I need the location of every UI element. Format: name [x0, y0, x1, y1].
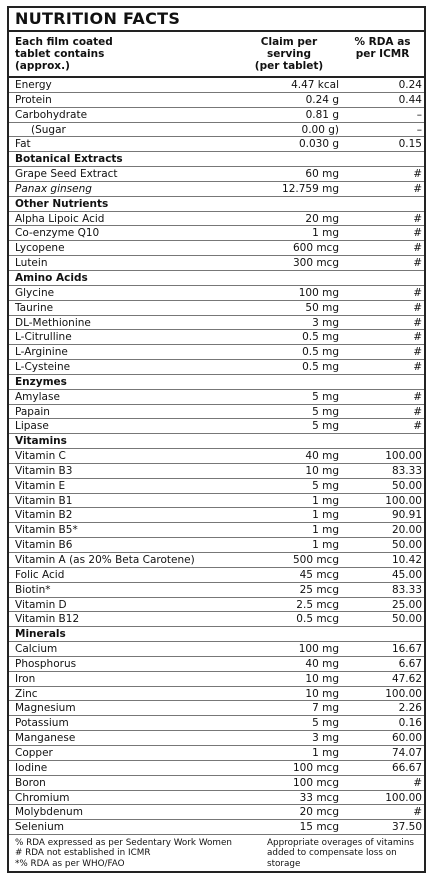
footnotes — [9, 835, 424, 869]
nutrient-claim: 3 mg — [312, 316, 339, 329]
nutrient-claim: 1 mg — [312, 746, 339, 759]
nutrient-name: Vitamin E — [15, 479, 66, 492]
nutrient-name: Alpha Lipoic Acid — [15, 212, 105, 225]
nutrient-row — [9, 746, 424, 761]
nutrient-rda: # — [413, 286, 422, 299]
nutrient-claim: 5 mg — [312, 717, 339, 730]
nutrient-rda: # — [413, 390, 422, 403]
nutrient-row — [9, 568, 424, 583]
nutrient-claim: 5 mg — [312, 405, 339, 418]
nutrient-rda: # — [413, 806, 422, 819]
nutrient-claim: 1 mg — [312, 539, 339, 552]
nutrient-row — [9, 612, 424, 627]
nutrient-claim: 600 mcg — [292, 242, 339, 255]
nutrient-rda: 100.00 — [385, 791, 422, 804]
nutrient-row — [9, 791, 424, 806]
nutrient-row — [9, 78, 424, 93]
footnote-right: Appropriate overages of vitamins added to compensate loss on storage — [267, 838, 415, 869]
nutrient-name: Vitamin C — [15, 450, 66, 463]
nutrient-rda: 100.00 — [385, 450, 422, 463]
nutrient-row — [9, 108, 424, 123]
nutrient-row — [9, 553, 424, 568]
nutrient-rda: 45.00 — [391, 568, 422, 581]
nutrient-claim: 25 mcg — [299, 583, 339, 596]
nutrient-claim: 3 mg — [312, 732, 339, 745]
nutrient-row — [9, 390, 424, 405]
nutrient-row — [9, 523, 424, 538]
nutrient-row — [9, 330, 424, 345]
header-rda: % RDA as per ICMR — [354, 36, 411, 60]
nutrient-claim: 1 mg — [312, 227, 339, 240]
nutrient-rda: 100.00 — [385, 494, 422, 507]
nutrient-name: Selenium — [15, 821, 64, 834]
section-title: Other Nutrients — [15, 197, 109, 210]
nutrient-name: Iron — [15, 672, 36, 685]
nutrient-rda: # — [413, 316, 422, 329]
nutrient-row — [9, 805, 424, 820]
table-header — [9, 32, 424, 78]
nutrient-rda: 0.44 — [398, 93, 422, 106]
nutrient-name: Energy — [15, 79, 52, 91]
section-header-row — [9, 271, 424, 286]
nutrient-row — [9, 508, 424, 523]
nutrient-row — [9, 716, 424, 731]
section-title: Botanical Extracts — [15, 153, 123, 166]
nutrient-claim: 5 mg — [312, 420, 339, 433]
nutrient-rda: # — [413, 361, 422, 374]
nutrient-name: Amylase — [15, 390, 60, 403]
nutrient-rda: # — [413, 168, 422, 181]
nutrient-row — [9, 642, 424, 657]
section-title: Vitamins — [15, 435, 67, 448]
nutrient-rda: 37.50 — [391, 821, 422, 834]
nutrient-row — [9, 405, 424, 420]
nutrient-name: Vitamin D — [15, 598, 67, 611]
nutrient-claim: 50 mg — [305, 301, 339, 314]
nutrient-name: Lycopene — [15, 242, 65, 255]
nutrient-name: Calcium — [15, 643, 58, 656]
nutrient-name: Fat — [15, 138, 31, 151]
nutrient-name: Vitamin B6 — [15, 539, 73, 552]
nutrient-claim: 4.47 kcal — [291, 79, 339, 91]
nutrient-name: Carbohydrate — [15, 108, 88, 121]
nutrient-name: Vitamin B12 — [15, 613, 80, 626]
nutrient-row — [9, 345, 424, 360]
nutrient-rda: 83.33 — [391, 583, 422, 596]
nutrient-rda: # — [413, 301, 422, 314]
nutrient-row — [9, 820, 424, 835]
nutrient-row — [9, 761, 424, 776]
nutrient-rda: # — [413, 242, 422, 255]
nutrient-name: Co-enzyme Q10 — [15, 227, 100, 240]
nutrient-rda: – — [416, 108, 422, 121]
nutrient-claim: 100 mcg — [292, 761, 339, 774]
nutrient-claim: 100 mg — [298, 286, 339, 299]
nutrient-name: Vitamin B2 — [15, 509, 73, 522]
nutrient-table — [9, 78, 424, 835]
nutrient-rda: # — [413, 182, 422, 195]
nutrient-row — [9, 701, 424, 716]
nutrient-name: Biotin* — [15, 583, 51, 596]
nutrient-rda: # — [413, 331, 422, 344]
nutrient-rda: 47.62 — [391, 672, 422, 685]
nutrient-claim: 10 mg — [305, 672, 339, 685]
nutrient-name: Taurine — [15, 301, 54, 314]
nutrient-rda: 60.00 — [391, 732, 422, 745]
nutrient-rda: 0.15 — [398, 138, 422, 151]
nutrient-rda: 74.07 — [391, 746, 422, 759]
nutrient-claim: 5 mg — [312, 390, 339, 403]
nutrient-claim: 20 mg — [305, 212, 339, 225]
nutrient-row — [9, 598, 424, 613]
nutrient-row — [9, 360, 424, 375]
nutrient-row — [9, 182, 424, 197]
nutrition-facts-panel — [7, 6, 426, 873]
nutrient-name: Boron — [15, 776, 46, 789]
nutrient-name: Vitamin A (as 20% Beta Carotene) — [15, 554, 195, 566]
nutrient-name: DL-Methionine — [15, 316, 91, 329]
nutrient-rda: 20.00 — [391, 524, 422, 537]
nutrient-claim: 1 mg — [312, 494, 339, 507]
nutrient-name: L-Cysteine — [15, 361, 71, 374]
nutrient-row — [9, 316, 424, 331]
nutrient-claim: 60 mg — [305, 168, 339, 181]
nutrient-name: Vitamin B3 — [15, 464, 73, 477]
nutrient-claim: 2.5 mcg — [296, 598, 339, 611]
nutrient-name: Grape Seed Extract — [15, 168, 118, 181]
nutrient-rda: 16.67 — [391, 643, 422, 656]
nutrient-rda: 66.67 — [391, 761, 422, 774]
nutrient-rda: 6.67 — [398, 657, 422, 670]
panel-title: NUTRITION FACTS — [9, 8, 424, 32]
nutrient-row — [9, 286, 424, 301]
nutrient-row — [9, 731, 424, 746]
nutrient-name: L-Arginine — [15, 346, 68, 359]
section-title: Amino Acids — [15, 271, 88, 284]
nutrient-row — [9, 123, 424, 138]
nutrient-row — [9, 256, 424, 271]
section-header-row — [9, 434, 424, 449]
nutrient-name: Panax ginseng — [15, 182, 92, 195]
nutrient-claim: 1 mg — [312, 509, 339, 522]
nutrient-rda: 50.00 — [391, 479, 422, 492]
nutrient-rda: # — [413, 776, 422, 789]
nutrient-rda: # — [413, 212, 422, 225]
nutrient-rda: # — [413, 227, 422, 240]
nutrient-name: Papain — [15, 405, 50, 418]
nutrient-row — [9, 687, 424, 702]
header-nutrient: Each film coated tablet contains (approx.) — [15, 36, 113, 72]
nutrient-rda: 83.33 — [391, 464, 422, 477]
nutrient-name: Protein — [15, 93, 52, 106]
section-header-row — [9, 627, 424, 642]
nutrient-claim: 0.24 g — [305, 93, 339, 106]
nutrient-claim: 10 mg — [305, 687, 339, 700]
section-title: Minerals — [15, 628, 66, 641]
nutrient-claim: 15 mcg — [299, 821, 339, 834]
nutrient-rda: 0.24 — [398, 79, 422, 91]
nutrient-claim: 500 mcg — [292, 554, 339, 566]
nutrient-rda: 100.00 — [385, 687, 422, 700]
nutrient-claim: 1 mg — [312, 524, 339, 537]
nutrient-name: L-Citrulline — [15, 331, 72, 344]
nutrient-claim: 0.81 g — [305, 108, 339, 121]
nutrient-claim: 0.5 mg — [302, 346, 339, 359]
section-title: Enzymes — [15, 375, 67, 388]
nutrient-claim: 5 mg — [312, 479, 339, 492]
nutrient-row — [9, 301, 424, 316]
section-header-row — [9, 375, 424, 390]
nutrient-row — [9, 226, 424, 241]
nutrient-name: Lipase — [15, 420, 49, 433]
nutrient-row — [9, 449, 424, 464]
nutrient-name: Vitamin B1 — [15, 494, 73, 507]
nutrient-row — [9, 212, 424, 227]
nutrient-rda: 10.42 — [391, 554, 422, 566]
nutrient-name: Manganese — [15, 732, 76, 745]
nutrient-rda: 50.00 — [391, 613, 422, 626]
nutrient-claim: 0.00 g) — [301, 123, 339, 136]
nutrient-rda: # — [413, 420, 422, 433]
nutrient-claim: 12.759 mg — [282, 182, 339, 195]
nutrient-claim: 40 mg — [305, 657, 339, 670]
nutrient-claim: 7 mg — [312, 702, 339, 715]
nutrient-claim: 0.5 mg — [302, 361, 339, 374]
nutrient-row — [9, 538, 424, 553]
nutrient-row — [9, 93, 424, 108]
nutrient-claim: 100 mcg — [292, 776, 339, 789]
nutrient-claim: 45 mcg — [299, 568, 339, 581]
nutrient-row — [9, 419, 424, 434]
nutrient-row — [9, 464, 424, 479]
nutrient-name: Iodine — [15, 761, 48, 774]
nutrient-claim: 0.5 mg — [302, 331, 339, 344]
nutrient-rda: # — [413, 346, 422, 359]
nutrient-name: Phosphorus — [15, 657, 77, 670]
nutrient-claim: 0.5 mcg — [296, 613, 339, 626]
header-claim: Claim per serving (per tablet) — [254, 36, 324, 72]
nutrient-name: Magnesium — [15, 702, 76, 715]
nutrient-claim: 300 mcg — [292, 257, 339, 270]
nutrient-rda: 50.00 — [391, 539, 422, 552]
nutrient-rda: 25.00 — [391, 598, 422, 611]
footnote-left: % RDA expressed as per Sedentary Work Women # RDA not established in ICMR *% RDA as per WHO/FAO — [15, 838, 232, 869]
nutrient-row — [9, 167, 424, 182]
nutrient-rda: 0.16 — [398, 717, 422, 730]
nutrient-name: Chromium — [15, 791, 70, 804]
nutrient-rda: # — [413, 257, 422, 270]
nutrient-rda: – — [416, 123, 422, 136]
nutrient-row — [9, 672, 424, 687]
nutrient-row — [9, 494, 424, 509]
nutrient-rda: 90.91 — [391, 509, 422, 522]
nutrient-claim: 100 mg — [298, 643, 339, 656]
nutrient-name: (Sugar — [31, 123, 66, 136]
nutrient-rda: # — [413, 405, 422, 418]
nutrient-name: Vitamin B5* — [15, 524, 78, 537]
nutrient-name: Lutein — [15, 257, 48, 270]
nutrient-name: Molybdenum — [15, 806, 83, 819]
nutrient-row — [9, 776, 424, 791]
nutrient-rda: 2.26 — [398, 702, 422, 715]
nutrient-claim: 10 mg — [305, 464, 339, 477]
nutrient-row — [9, 479, 424, 494]
nutrient-name: Copper — [15, 746, 53, 759]
nutrient-claim: 20 mcg — [299, 806, 339, 819]
nutrient-claim: 33 mcg — [299, 791, 339, 804]
nutrient-row — [9, 583, 424, 598]
nutrient-claim: 0.030 g — [298, 138, 339, 151]
nutrient-row — [9, 657, 424, 672]
nutrient-name: Glycine — [15, 286, 55, 299]
nutrient-name: Folic Acid — [15, 568, 65, 581]
nutrient-claim: 40 mg — [305, 450, 339, 463]
section-header-row — [9, 152, 424, 167]
nutrient-row — [9, 241, 424, 256]
nutrient-row — [9, 137, 424, 152]
nutrient-name: Zinc — [15, 687, 38, 700]
section-header-row — [9, 197, 424, 212]
nutrient-name: Potassium — [15, 717, 69, 730]
